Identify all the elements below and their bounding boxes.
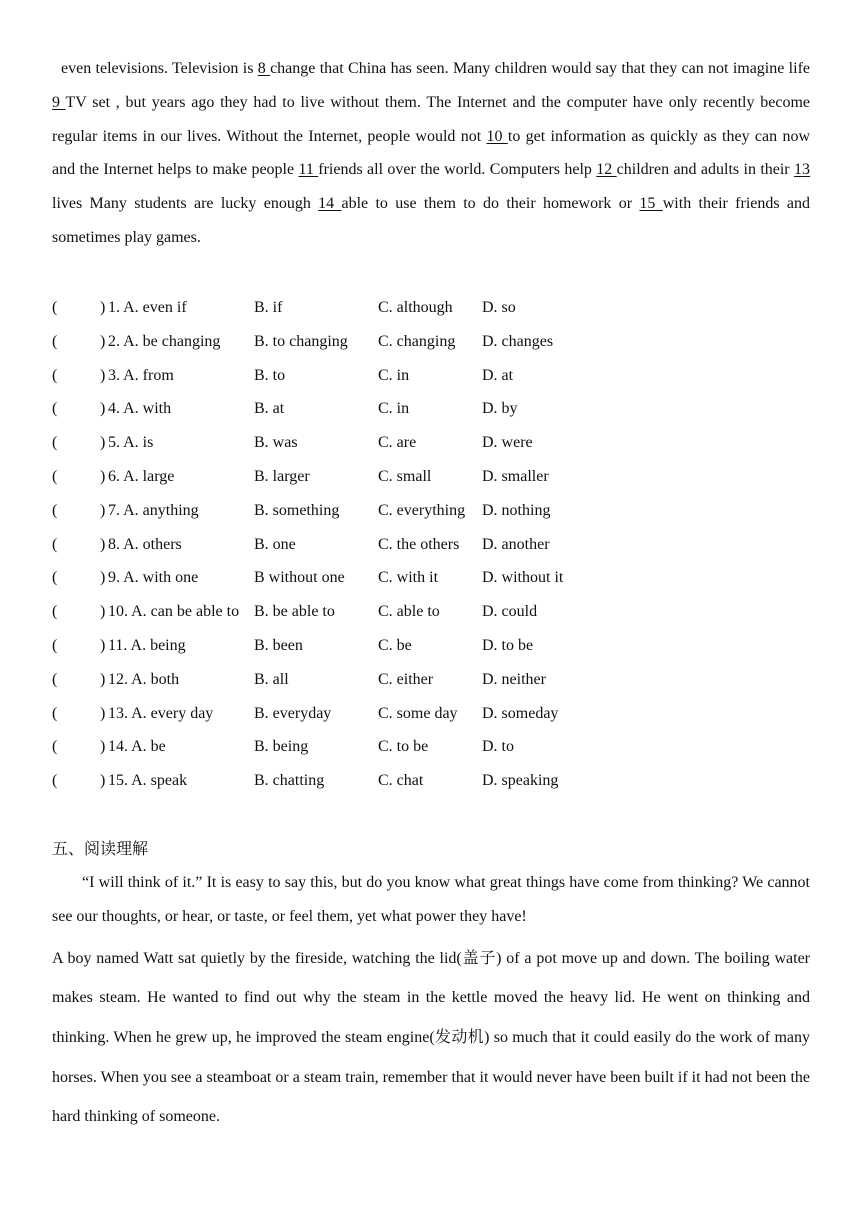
option-d: D. changes: [482, 332, 554, 350]
paren-close: ): [100, 332, 106, 350]
paren-open: (: [52, 501, 58, 519]
paren-close: ): [100, 704, 106, 722]
option-d: D. to: [482, 738, 514, 756]
option-row: [52, 595, 812, 629]
option-b: B. something: [254, 501, 340, 519]
paren-open: (: [52, 299, 58, 316]
paren-open: (: [52, 603, 58, 621]
option-c: C. some day: [378, 704, 458, 722]
option-c: C. are: [378, 434, 417, 452]
option-d: D. smaller: [482, 467, 549, 485]
option-a: 7. A. anything: [108, 501, 199, 519]
reading-text: ) so much that it could easily do the work of many horses. When you see a steamboat or a steam train, remember that it would never have been built if it had not been the hard thinking of someone.: [52, 1029, 810, 1125]
option-c: C. to be: [378, 738, 429, 756]
option-row: [52, 426, 812, 460]
option-c: C. small: [378, 467, 432, 485]
option-row: [52, 528, 812, 562]
paren-open: (: [52, 400, 58, 418]
option-c: C. changing: [378, 332, 456, 350]
paren-open: (: [52, 467, 58, 485]
option-row: [52, 561, 812, 595]
option-b: B. larger: [254, 467, 310, 485]
option-row: [52, 663, 812, 697]
option-row: [52, 629, 812, 663]
option-a: 8. A. others: [108, 535, 182, 553]
option-a: 9. A. with one: [108, 569, 199, 587]
option-a: 10. A. can be able to: [108, 603, 240, 621]
option-b: B without one: [254, 569, 345, 587]
blank-9: 9: [52, 93, 66, 111]
blank-14: 14: [318, 195, 342, 213]
option-row: [52, 697, 812, 731]
reading-text: A boy named Watt sat quietly by the fireside, watching the lid(: [52, 950, 462, 967]
option-b: B. been: [254, 636, 303, 654]
option-b: B. be able to: [254, 603, 335, 621]
option-row: [52, 764, 812, 798]
cloze-text: children and adults in their: [616, 161, 795, 179]
paren-close: ): [100, 636, 106, 654]
option-c: C. in: [378, 400, 410, 418]
option-c: C. everything: [378, 501, 466, 519]
paren-open: (: [52, 772, 58, 790]
option-d: D. another: [482, 535, 550, 553]
cloze-text: even televisions. Television is: [61, 60, 258, 77]
option-row: [52, 730, 812, 764]
reading-gloss: 发动机: [434, 1027, 485, 1047]
option-a: 6. A. large: [108, 467, 175, 485]
option-b: B. at: [254, 400, 285, 418]
option-c: C. with it: [378, 569, 439, 587]
option-b: B. if: [254, 299, 283, 316]
option-d: D. were: [482, 434, 533, 452]
paren-open: (: [52, 332, 58, 350]
option-b: B. all: [254, 670, 289, 688]
option-c: C. either: [378, 670, 434, 688]
option-d: D. by: [482, 400, 518, 418]
options-list: [52, 291, 812, 798]
option-c: C. be: [378, 636, 412, 654]
cloze-text: TV set , but years ago they had to live without them. The Internet and the computer have only recently become regular items in our lives. Without the Internet, people would not: [52, 93, 810, 145]
option-b: B. was: [254, 434, 298, 452]
paren-open: (: [52, 434, 58, 452]
option-a: 2. A. be changing: [108, 332, 221, 350]
cloze-text: with their friends and sometimes play games.: [52, 195, 811, 246]
paren-close: ): [100, 738, 106, 756]
option-row: [52, 291, 812, 325]
option-d: D. so: [482, 299, 516, 316]
option-c: C. although: [378, 299, 453, 316]
reading-text: ) of a pot move up and down. The boiling water makes steam. He wanted to find out why the steam in the kettle moved the heavy lid. He went on thinking and thinking. When he grew up, he improved the steam engine(: [52, 950, 810, 1047]
option-b: B. to: [254, 366, 286, 384]
paren-close: ): [100, 535, 106, 553]
option-a: 5. A. is: [108, 434, 154, 452]
option-b: B. chatting: [254, 772, 325, 790]
option-d: D. to be: [482, 636, 534, 654]
option-a: 12. A. both: [108, 670, 180, 688]
option-d: D. speaking: [482, 772, 559, 790]
option-d: D. could: [482, 603, 538, 621]
option-a: 13. A. every day: [108, 704, 214, 722]
cloze-passage: [52, 52, 810, 255]
option-row: [52, 460, 812, 494]
option-d: D. neither: [482, 670, 546, 688]
paren-close: ): [100, 400, 106, 418]
option-a: 11. A. being: [108, 636, 186, 654]
option-b: B. being: [254, 738, 309, 756]
option-a: 14. A. be: [108, 738, 166, 756]
option-a: 1. A. even if: [108, 299, 187, 316]
option-row: [52, 392, 812, 426]
option-b: B. one: [254, 535, 296, 553]
option-row: [52, 359, 812, 393]
blank-15: 15: [639, 195, 663, 213]
paren-close: ): [100, 670, 106, 688]
paren-open: (: [52, 569, 58, 587]
blank-8: 8: [257, 60, 271, 77]
option-d: D. someday: [482, 704, 559, 722]
paren-close: ): [100, 366, 106, 384]
paren-open: (: [52, 670, 58, 688]
reading-gloss: 盖子: [461, 948, 497, 967]
paren-open: (: [52, 738, 58, 756]
option-c: C. chat: [378, 772, 424, 790]
cloze-text: able to use them to do their homework or: [341, 195, 640, 213]
option-row: [52, 325, 812, 359]
option-b: B. everyday: [254, 704, 332, 722]
blank-11: 11: [298, 161, 319, 179]
paren-open: (: [52, 366, 58, 384]
paren-close: ): [100, 501, 106, 519]
paren-close: ): [100, 772, 106, 790]
cloze-text: friends all over the world. Computers help: [318, 161, 597, 179]
option-b: B. to changing: [254, 332, 348, 350]
cloze-text: change that China has seen. Many children would say that they can not imagine life: [270, 60, 811, 77]
option-d: D. at: [482, 366, 514, 384]
paren-open: (: [52, 704, 58, 722]
paren-close: ): [100, 299, 106, 316]
paren-open: (: [52, 636, 58, 654]
paren-close: ): [100, 467, 106, 485]
blank-13: 13: [794, 161, 811, 179]
section-title: 五、阅读理解: [52, 839, 149, 858]
option-c: C. in: [378, 366, 410, 384]
blank-10: 10: [486, 127, 508, 145]
option-a: 15. A. speak: [108, 772, 188, 790]
cloze-text: lives Many students are lucky enough: [52, 195, 319, 213]
reading-paragraph-1: “I will think of it.” It is easy to say this, but do you know what great things have come from thinking? We cannot see our thoughts, or hear, or taste, or feel them, yet what power they have!: [52, 874, 810, 925]
reading-paragraph-2: [52, 938, 810, 1136]
option-c: C. the others: [378, 535, 460, 553]
blank-12: 12: [596, 161, 617, 179]
paren-close: ): [100, 603, 106, 621]
option-d: D. without it: [482, 569, 564, 587]
cloze-text: to get information as quickly as they can now and the Internet helps to make people: [52, 127, 811, 179]
option-a: 3. A. from: [108, 366, 174, 384]
option-a: 4. A. with: [108, 400, 172, 418]
paren-close: ): [100, 569, 106, 587]
option-d: D. nothing: [482, 501, 551, 519]
option-c: C. able to: [378, 603, 440, 621]
option-row: [52, 494, 812, 528]
paren-open: (: [52, 535, 58, 553]
paren-close: ): [100, 434, 106, 452]
